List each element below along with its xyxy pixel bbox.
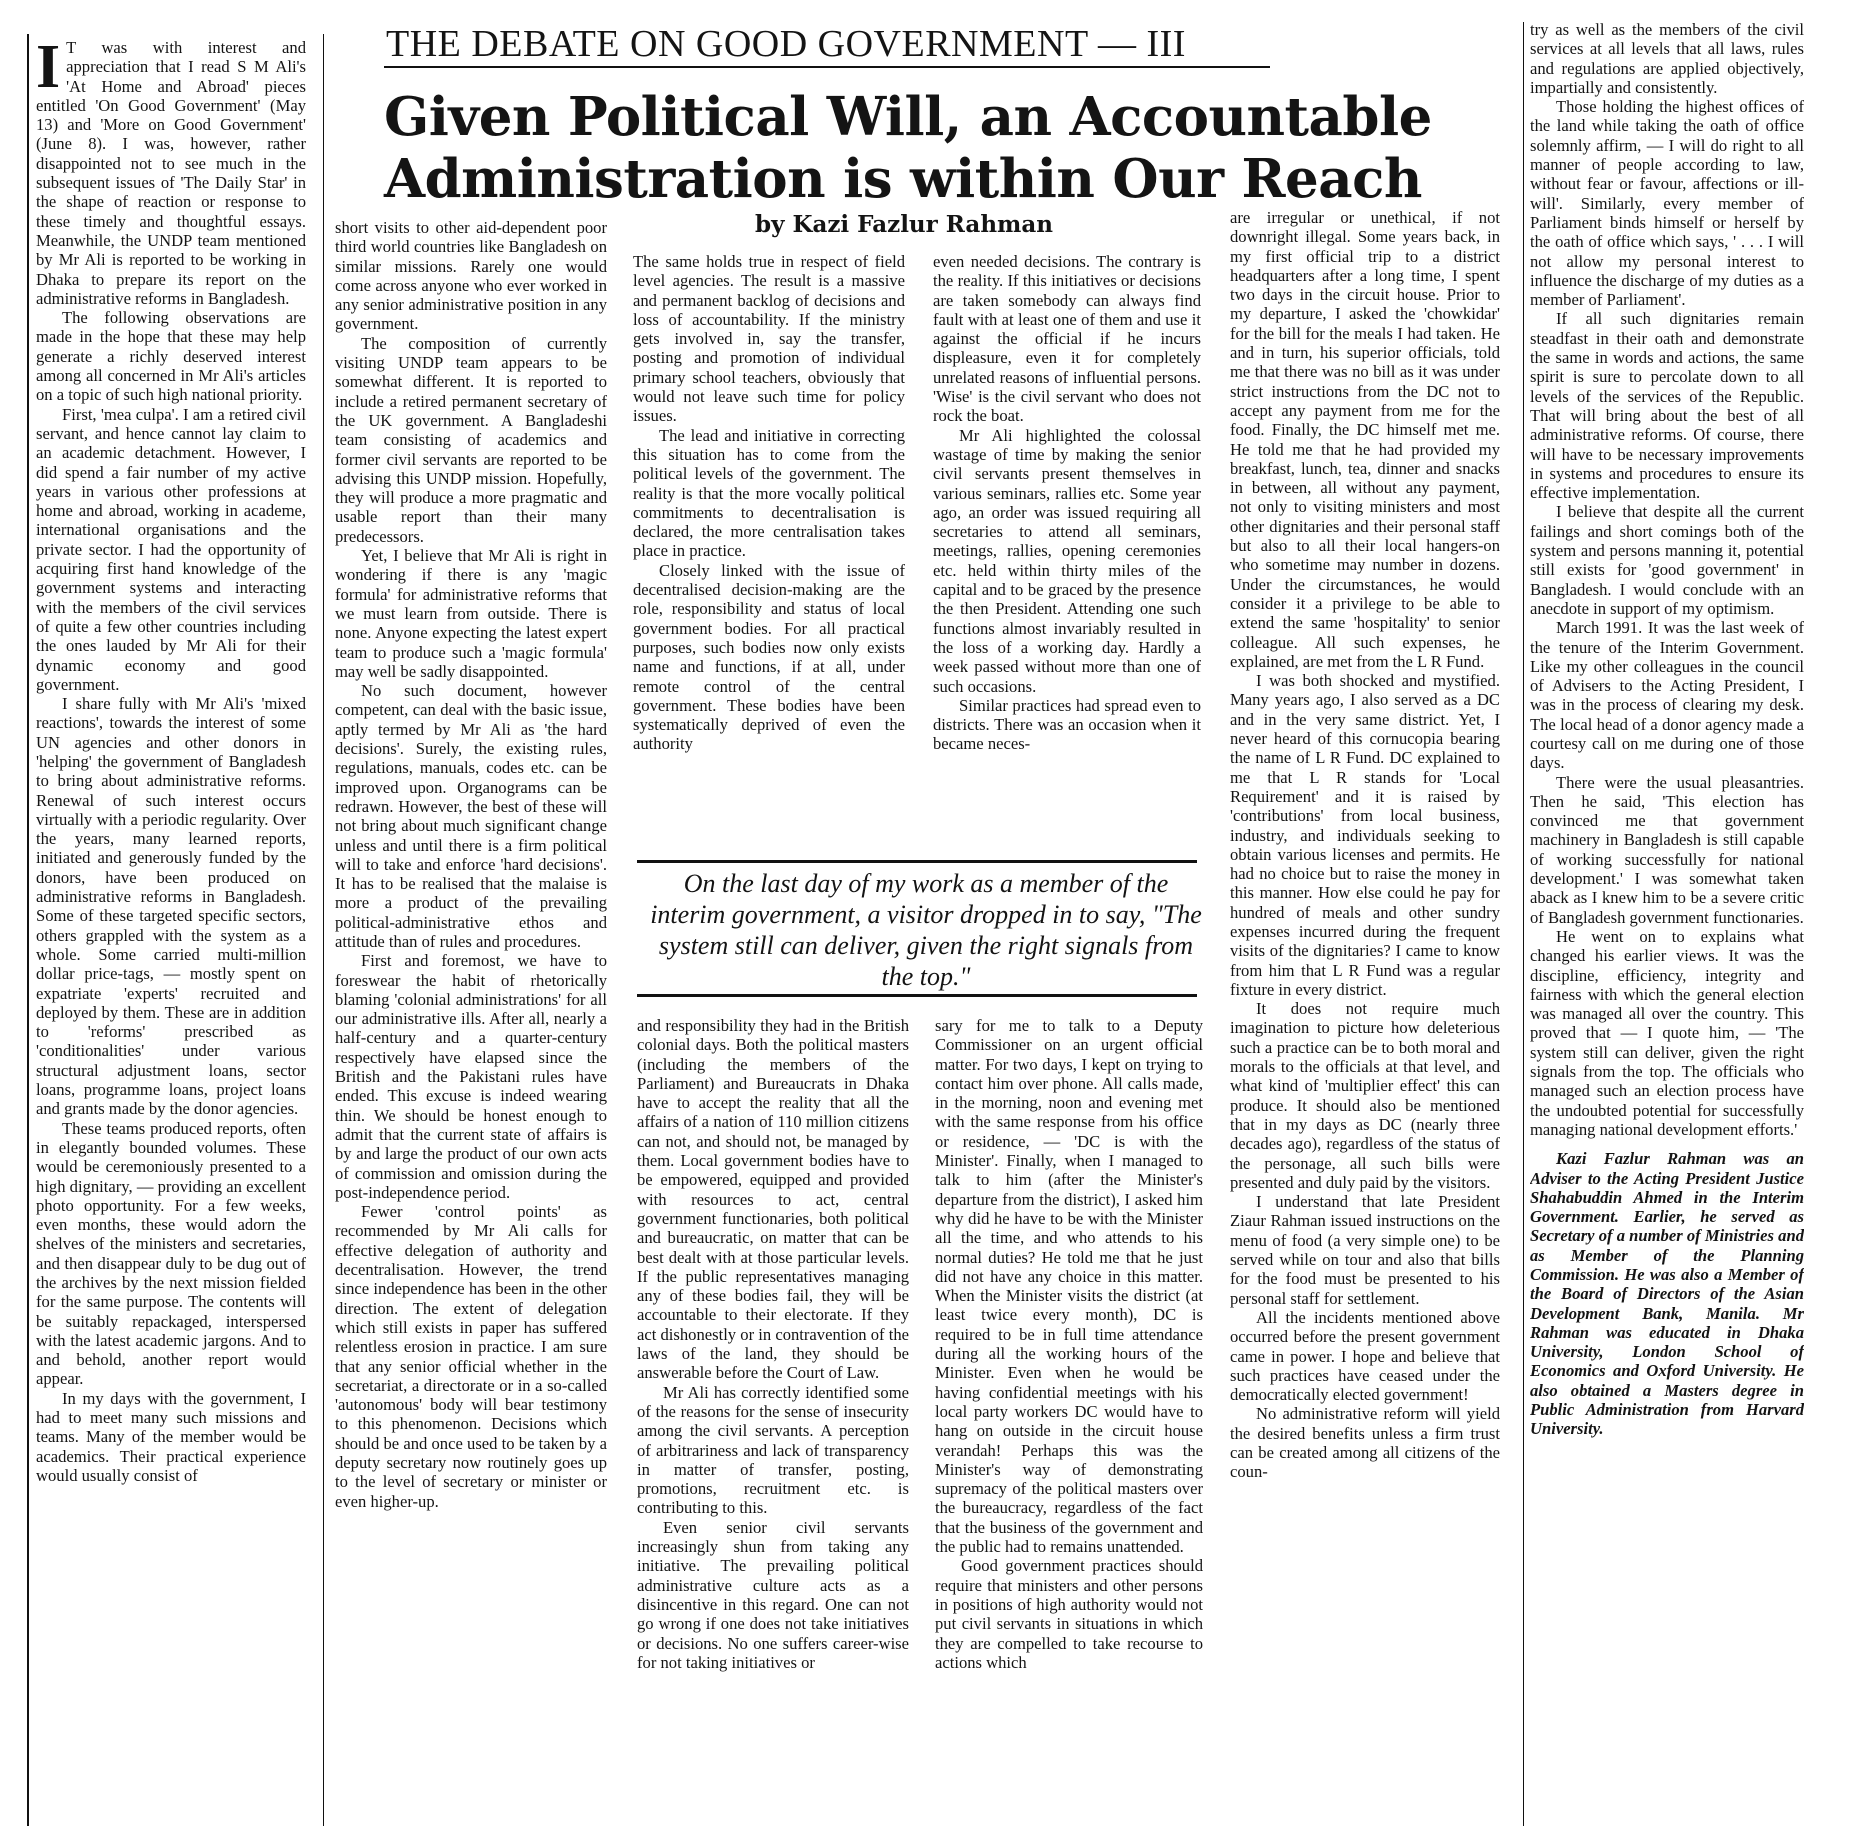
article-column-4-bottom (935, 1016, 1203, 1826)
paragraph: First, 'mea culpa'. I am a retired civil servant, and hence cannot lay claim to an academic detachment. However, I did spend a fair number of my active years in various other professions at home and abroad, working in academe, international organisations and the private sector. I had the opportunity of acquiring first hand knowledge of the government systems and interacting with the members of the civil services of quite a few other countries including the ones lauded by Mr Ali for their dynamic economy and good government. (36, 404, 306, 694)
paragraph: The same holds true in respect of field level agencies. The result is a massive and permanent backlog of decisions and loss of accountability. If the ministry gets involved in, say the transfer, posting and promotion of individual primary school teachers, obviously that would not leave such time for policy issues. (633, 252, 905, 426)
paragraph: He went on to explains what changed his earlier views. It was the discipline, efficiency, integrity and fairness with which the general election was managed all over the country. This proved that — I quote him, — 'The system still can deliver, given the right signals from the top. The officials who managed such an election process have the undoubted potential for successfully managing national development efforts.' (1530, 926, 1804, 1139)
pullquote-bottom-rule (637, 994, 1197, 997)
paragraph: All the incidents mentioned above occurred before the present government came in power. I hope and believe that such practices have ceased under the democratically elected government! (1230, 1307, 1500, 1405)
paragraph: I understand that late President Ziaur Rahman issued instructions on the menu of food (a very simple one) to be served while on tour and also that bills for the food must be presented to his personal staff for settlement. (1230, 1192, 1500, 1308)
paragraph: short visits to other aid-dependent poor third world countries like Bangladesh on similar missions. Rarely one would come across anyone who ever worked in any senior administrative position in any government. (335, 218, 607, 334)
paragraph: Good government practices should require that ministers and other persons in positions of high authority would not put civil servants in situations in which they are compelled to take recourse to actions which (935, 1556, 1203, 1672)
paragraph: No administrative reform will yield the desired benefits unless a firm trust can be created among all citizens of the coun- (1230, 1404, 1500, 1482)
series-underline (384, 66, 1270, 68)
paragraph: The lead and initiative in correcting this situation has to come from the political levels of the government. The reality is that the more vocally political commitments to decentralisation is declared, the more centralisation takes place in practice. (633, 425, 905, 561)
paragraph: try as well as the members of the civil services at all levels that all laws, rules and regulations are applied objectively, impartially and consistently. (1530, 20, 1804, 97)
paragraph: The composition of currently visiting UNDP team appears to be somewhat different. It is reported to include a retired permanent secretary of the UK government. A Bangladeshi team consisting of academics and former civil servants are reported to be advising this UNDP mission. Hopefully, they will produce a more pragmatic and usable report than their many predecessors. (335, 333, 607, 546)
paragraph: Similar practices had spread even to districts. There was an occasion when it became neces- (933, 695, 1201, 754)
paragraph: No such document, however competent, can deal with the basic issue, aptly termed by Mr Ali as 'the hard decisions'. Surely, the existing rules, regulations, manuals, codes etc. can be improved upon. Organograms can be redrawn. However, the best of these will not bring about much significant change unless and until there is a firm political will to take and enforce 'hard decisions'. It has to be realised that the malaise is more a product of the prevailing political-administrative ethos and attitude than of rules and procedures. (335, 681, 607, 951)
article-column-5 (1230, 208, 1500, 1826)
paragraph: March 1991. It was the last week of the tenure of the Interim Government. Like my other colleagues in the council of Advisers to the Acting President, I was in the process of clearing my desk. The local head of a donor agency made a courtesy call on me during one of those days. (1530, 618, 1804, 773)
byline: by Kazi Fazlur Rahman (755, 211, 1054, 238)
article-column-2 (335, 218, 607, 1826)
paragraph: Even senior civil servants increasingly shun from taking any initiative. The prevailing political administrative culture acts as a disincentive in this regard. One can not go wrong if one does not take initiatives or decisions. No one suffers career-wise for not taking initiatives or (637, 1517, 909, 1672)
paragraph: There were the usual pleasantries. Then he said, 'This election has convinced me that government machinery in Bangladesh is still capable of working successfully for national development.' I was somewhat taken aback as I knew him to be a severe critic of Bangladesh government functionaries. (1530, 772, 1804, 927)
pullquote-top-rule (637, 860, 1197, 863)
column-rule-1 (323, 34, 324, 1826)
paragraph: It does not require much imagination to picture how deleterious such a practice can be to both moral and morals to the officials at that level, and what kind of 'multiplier effect' this can produce. It should also be mentioned that in my days as DC (nearly three decades ago), regardless of the status of the personage, all such bills were presented and duly paid by the visitors. (1230, 999, 1500, 1192)
paragraph: I T was with interest and appreciation that I read S M Ali's 'At Home and Abroad' pieces entitled 'On Good Government' (May 13) and 'More on Good Government' (June 8). I was, however, rather disappointed not to see much in the subsequent issues of 'The Daily Star' in the shape of reaction or response to these timely and thoughtful essays. Meanwhile, the UNDP team mentioned by Mr Ali is reported to be working in Dhaka to prepare its report on the administrative reforms in Bangladesh. (36, 38, 306, 308)
paragraph: First and foremost, we have to foreswear the habit of rhetorically blaming 'colonial administrations' for all our administrative ills. After all, nearly a half-century and a quarter-century respectively have elapsed since the British and the Pakistani rules have ended. This excuse is indeed wearing thin. We should be honest enough to admit that the current state of affairs is by and large the product of our own acts of commission and omission during the post-independence period. (335, 951, 607, 1202)
series-title: THE DEBATE ON GOOD GOVERNMENT — III (386, 23, 1186, 65)
paragraph: The following observations are made in the hope that these may help generate a richly deserved interest among all concerned in Mr Ali's articles on a topic of such high national priority. (36, 308, 306, 405)
left-border-rule (27, 34, 29, 1826)
column-rule-7 (1523, 22, 1524, 1826)
paragraph: Closely linked with the issue of decentralised decision-making are the role, responsibility and status of local government bodies. For all practical purposes, such bodies now only exists name and functions, if at all, under remote control of the central government. These bodies have been systematically deprived of even the authority (633, 560, 905, 754)
author-bio (1530, 1149, 1804, 1438)
article-column-4-top (933, 252, 1201, 840)
paragraph: Yet, I believe that Mr Ali is right in wondering if there is any 'magic formula' for administrative reforms that we must learn from outside. There is none. Anyone expecting the latest expert team to produce such a 'magic formula' may well be sadly disappointed. (335, 546, 607, 681)
paragraph: Mr Ali highlighted the colossal wastage of time by making the senior civil servants present themselves in various seminars, rallies etc. Some year ago, an order was issued requiring all secretaries to attend all seminars, meetings, rallies, opening ceremonies etc. held within thirty miles of the capital and to be graced by the presence the then President. Attending one such functions almost invariably resulted in the loss of a working day. Hardly a week passed without more than one of such occasions. (933, 425, 1201, 696)
pull-quote: On the last day of my work as a member of the interim government, a visitor dropped in to say, "The system still can deliver, given the right signals from the top." (650, 869, 1202, 991)
paragraph: and responsibility they had in the British colonial days. Both the political masters (including the members of the Parliament) and Bureaucrats in Dhaka have to accept the reality that all the affairs of a nation of 110 million citizens can not, and should not, be managed by them. Local government bodies have to be empowered, equipped and provided with resources to act, central government functionaries, both political and bureaucratic, on matter that can be best dealt with at those particular levels. If the public representatives managing any of these bodies fail, they will be accountable to their electorate. If they act dishonestly or in contravention of the laws of the land, they should be answerable before the Court of Law. (637, 1016, 909, 1383)
headline: Given Political Will, an Accountable Administration is within Our Reach (384, 86, 1432, 210)
paragraph: even needed decisions. The contrary is the reality. If this initiatives or decisions are taken somebody can always find fault with at least one of them and use it against the official if he incurs displeasure, even it for completely unrelated reasons of influential persons. 'Wise' is the civil servant who does not rock the boat. (933, 252, 1201, 426)
drop-cap: I (36, 38, 61, 101)
paragraph: Those holding the highest offices of the land while taking the oath of office solemnly affirm, — I will do right to all manner of people according to law, without fear or favour, affections or ill-will'. Similarly, every member of Parliament binds himself or herself by the oath of office which says, ' . . . I will not allow my personal interest to influence the discharge of my duties as a member of Parliament'. (1530, 97, 1804, 310)
paragraph: Fewer 'control points' as recommended by Mr Ali calls for effective delegation of authority and decentralisation. However, the trend since independence has been in the other direction. The extent of delegation which still exists in paper has suffered relentless erosion in practice. I am sure that any senior official whether in the secretariat, a directorate or in a so-called 'autonomous' body will bear testimony to this phenomenon. Decisions which should be and once used to be taken by a deputy secretary now routinely goes up to the level of secretary or minister or even higher-up. (335, 1202, 607, 1511)
paragraph: In my days with the government, I had to meet many such missions and teams. Many of the member would be academics. Their practical experience would usually consist of (36, 1388, 306, 1485)
paragraph: Mr Ali has correctly identified some of the reasons for the sense of insecurity among the civil servants. A perception of arbitrariness and lack of transparency in matter of transfer, posting, promotions, recruitment etc. is contributing to this. (637, 1382, 909, 1518)
paragraph: I was both shocked and mystified. Many years ago, I also served as a DC and in the very same district. Yet, I never heard of this cornucopia bearing the name of L R Fund. DC explained to me that L R stands for 'Local Requirement' and it is raised by 'contributions' from local business, industry, and individuals seeking to obtain various licenses and permits. He had no choice but to raise the money in this manner. How else could he pay for hundred of meals and other sundry expenses incurred during the frequent visits of the dignitaries? I came to know from him that L R Fund was a regular fixture in every district. (1230, 671, 1500, 999)
paragraph: sary for me to talk to a Deputy Commissioner on an urgent official matter. For two days, I kept on trying to contact him over phone. All calls made, in the morning, noon and evening met with the same response from his office or residence, — 'DC is with the Minister'. Finally, when I managed to talk to him (after the Minister's departure from the district), I asked him why did he have to be with the Minister all the time, and who attends to his normal duties? He told me that he just did not have any choice in this matter. When the Minister visits the district (at least twice every month), DC is required to be in full time attendance during all the working hours of the Minister. Even when he would be having confidential meetings with his local party workers DC would have to hang on outside in the circuit house verandah! Perhaps this was the Minister's way of demonstrating supremacy of the political masters over the bureaucracy, regardless of the fact that the business of the government and the public had to remains unattended. (935, 1016, 1203, 1557)
article-column-3-bottom (637, 1016, 909, 1826)
paragraph: are irregular or unethical, if not downright illegal. Some years back, in my first official trip to a district headquarters after a long time, I spent two days in the circuit house. Prior to my departure, I asked the 'chowkidar' for the bill for the meals I had taken. He and in turn, his superior officials, told me that there was no bill as it was under strict instructions from the DC not to accept any payment from me for the food. Finally, the DC himself met me. He told me that he had provided my breakfast, lunch, tea, dinner and snacks in between, all without any payment, not only to visiting ministers and most other dignitaries and their personal staff but also to all their local hangers-on who sometime may number in dozens. Under the circumstances, he would consider it a privilege to be able to extend the same 'hospitality' to senior colleague. All such expenses, he explained, are met from the L R Fund. (1230, 208, 1500, 671)
author-bio-text: Kazi Fazlur Rahman was an Adviser to the Acting President Justice Shahabuddin Ahmed in the Interim Government. Earlier, he served as Secretary of a number of Ministries and as Member of the Planning Commission. He was also a Member of the Board of Directors of the Asian Development Bank, Manila. Mr Rahman was educated in Dhaka University, London School of Economics and Oxford University. He also obtained a Masters degree in Public Administration from Harvard University. (1530, 1149, 1804, 1439)
paragraph: I share fully with Mr Ali's 'mixed reactions', towards the interest of some UN agencies and other donors in 'helping' the government of Bangladesh to bring about administrative reforms. Renewal of such interest occurs virtually with a periodic regularity. Over the years, many learned reports, initiated and generously funded by the donors, have been produced on administrative reforms in Bangladesh. Some of these targeted specific sectors, others grappled with the system as a whole. Some carried multi-million dollar price-tags, — mostly spent on expatriate 'experts' recruited and deployed by them. These are in addition to 'reforms' prescribed as 'conditionalities' under various structural adjustment loans, sector loans, programme loans, project loans and grants made by the donor agencies. (36, 694, 306, 1119)
paragraph: If all such dignitaries remain steadfast in their oath and demonstrate the same in words and actions, the same spirit is sure to percolate down to all levels of the services of the Republic. That will bring about the best of all administrative reforms. Of course, there will have to be necessary improvements in systems and procedures to ensure its effective implementation. (1530, 309, 1804, 503)
article-column-6 (1530, 20, 1804, 1826)
article-column-3-top (633, 252, 905, 840)
paragraph: I believe that despite all the current failings and short comings both of the system and persons manning it, potential still exists for 'good government' in Bangladesh. I would conclude with an anecdote in support of my optimism. (1530, 502, 1804, 618)
paragraph: These teams produced reports, often in elegantly bounded volumes. These would be ceremoniously presented to a high dignitary, — providing an excellent photo opportunity. For a few weeks, even months, these would adorn the shelves of the ministers and secretaries, and then disappear duly to be dug out of the archives by the next mission fielded for the same purpose. The contents will be suitably repackaged, interspersed with the latest academic jargons. And to and behold, another report would appear. (36, 1118, 306, 1389)
article-column-1 (36, 38, 306, 1826)
